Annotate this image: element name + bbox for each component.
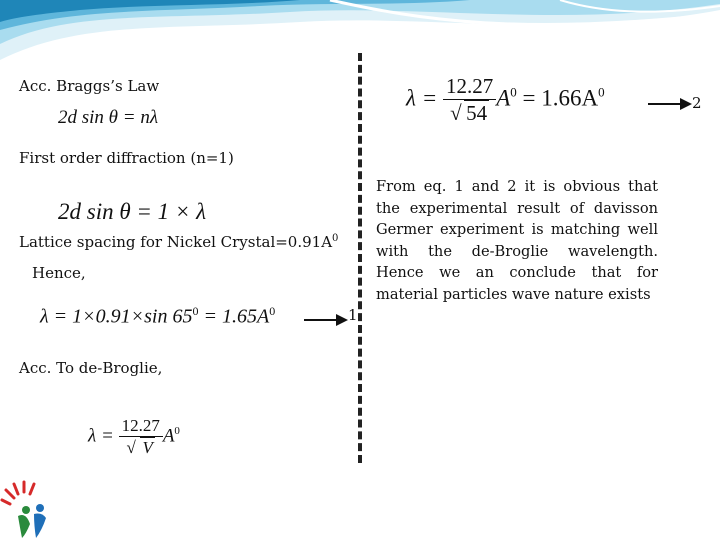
bragg-equation bbox=[58, 107, 158, 129]
lattice-spacing-sup: 0 bbox=[332, 233, 339, 244]
first-order-equation bbox=[58, 199, 206, 225]
bragg-equation-text: 2d sin θ = nλ bbox=[58, 107, 159, 128]
bragg-law-heading: Acc. Braggs’s Law bbox=[19, 77, 160, 95]
institution-logo bbox=[0, 478, 60, 540]
lambda-equation-2-unit: A bbox=[496, 85, 511, 111]
arrow-right-icon bbox=[648, 97, 692, 111]
lattice-spacing-label bbox=[19, 233, 338, 251]
de-broglie-equation-lhs: λ = bbox=[88, 425, 114, 447]
lambda-equation-2-numerator: 12.27 bbox=[445, 74, 494, 98]
lambda-equation-1-result: = 1.65A bbox=[198, 305, 270, 328]
lambda-equation-2-lhs: λ = bbox=[406, 85, 438, 111]
first-order-diffraction-label: First order diffraction (n=1) bbox=[19, 149, 234, 167]
conclusion-paragraph: From eq. 1 and 2 it is obvious that the experimental result of davisson Germer experiment is matching well with the de-Broglie wavelength. Hence we an conclude that for material particles wave nature exists bbox=[376, 178, 658, 303]
de-broglie-numerator: 12.27 bbox=[121, 416, 160, 435]
de-broglie-unit: A bbox=[162, 425, 175, 447]
lambda-equation-1-sup2: 0 bbox=[269, 304, 276, 318]
de-broglie-equation bbox=[88, 416, 180, 458]
arrow-right-icon bbox=[304, 313, 348, 327]
lambda-equation-2-fraction bbox=[443, 74, 496, 126]
lambda-equation-2-sup2: 0 bbox=[598, 84, 605, 100]
equation-marker-1: 1 bbox=[348, 306, 358, 324]
lattice-spacing-text: Lattice spacing for Nickel Crystal=0.91A bbox=[19, 233, 333, 251]
de-broglie-heading: Acc. To de-Broglie, bbox=[19, 359, 163, 377]
lambda-equation-2-result: = 1.66A bbox=[522, 85, 599, 111]
lambda-equation-1-lhs: λ = 1×0.91×sin 65 bbox=[40, 305, 193, 328]
equation-marker-2: 2 bbox=[692, 94, 702, 112]
de-broglie-fraction bbox=[119, 416, 163, 458]
de-broglie-denominator bbox=[119, 436, 163, 458]
lambda-equation-2 bbox=[406, 74, 605, 126]
de-broglie-den-text: V bbox=[142, 438, 153, 457]
lambda-equation-2-den-text: 54 bbox=[466, 101, 488, 125]
lambda-equation-2-sup: 0 bbox=[510, 84, 517, 100]
lambda-equation-2-denominator bbox=[443, 99, 496, 126]
first-order-equation-text: 2d sin θ = 1 × λ bbox=[58, 199, 207, 224]
dashed-divider bbox=[358, 53, 362, 463]
sqrt-symbol: √ V bbox=[126, 438, 153, 457]
hence-label: Hence, bbox=[32, 264, 86, 282]
lambda-equation-1 bbox=[40, 304, 275, 329]
de-broglie-sup: 0 bbox=[174, 425, 180, 438]
lambda-equation-1-sup: 0 bbox=[192, 304, 199, 318]
sqrt-symbol-2: √ 54 bbox=[450, 101, 488, 125]
